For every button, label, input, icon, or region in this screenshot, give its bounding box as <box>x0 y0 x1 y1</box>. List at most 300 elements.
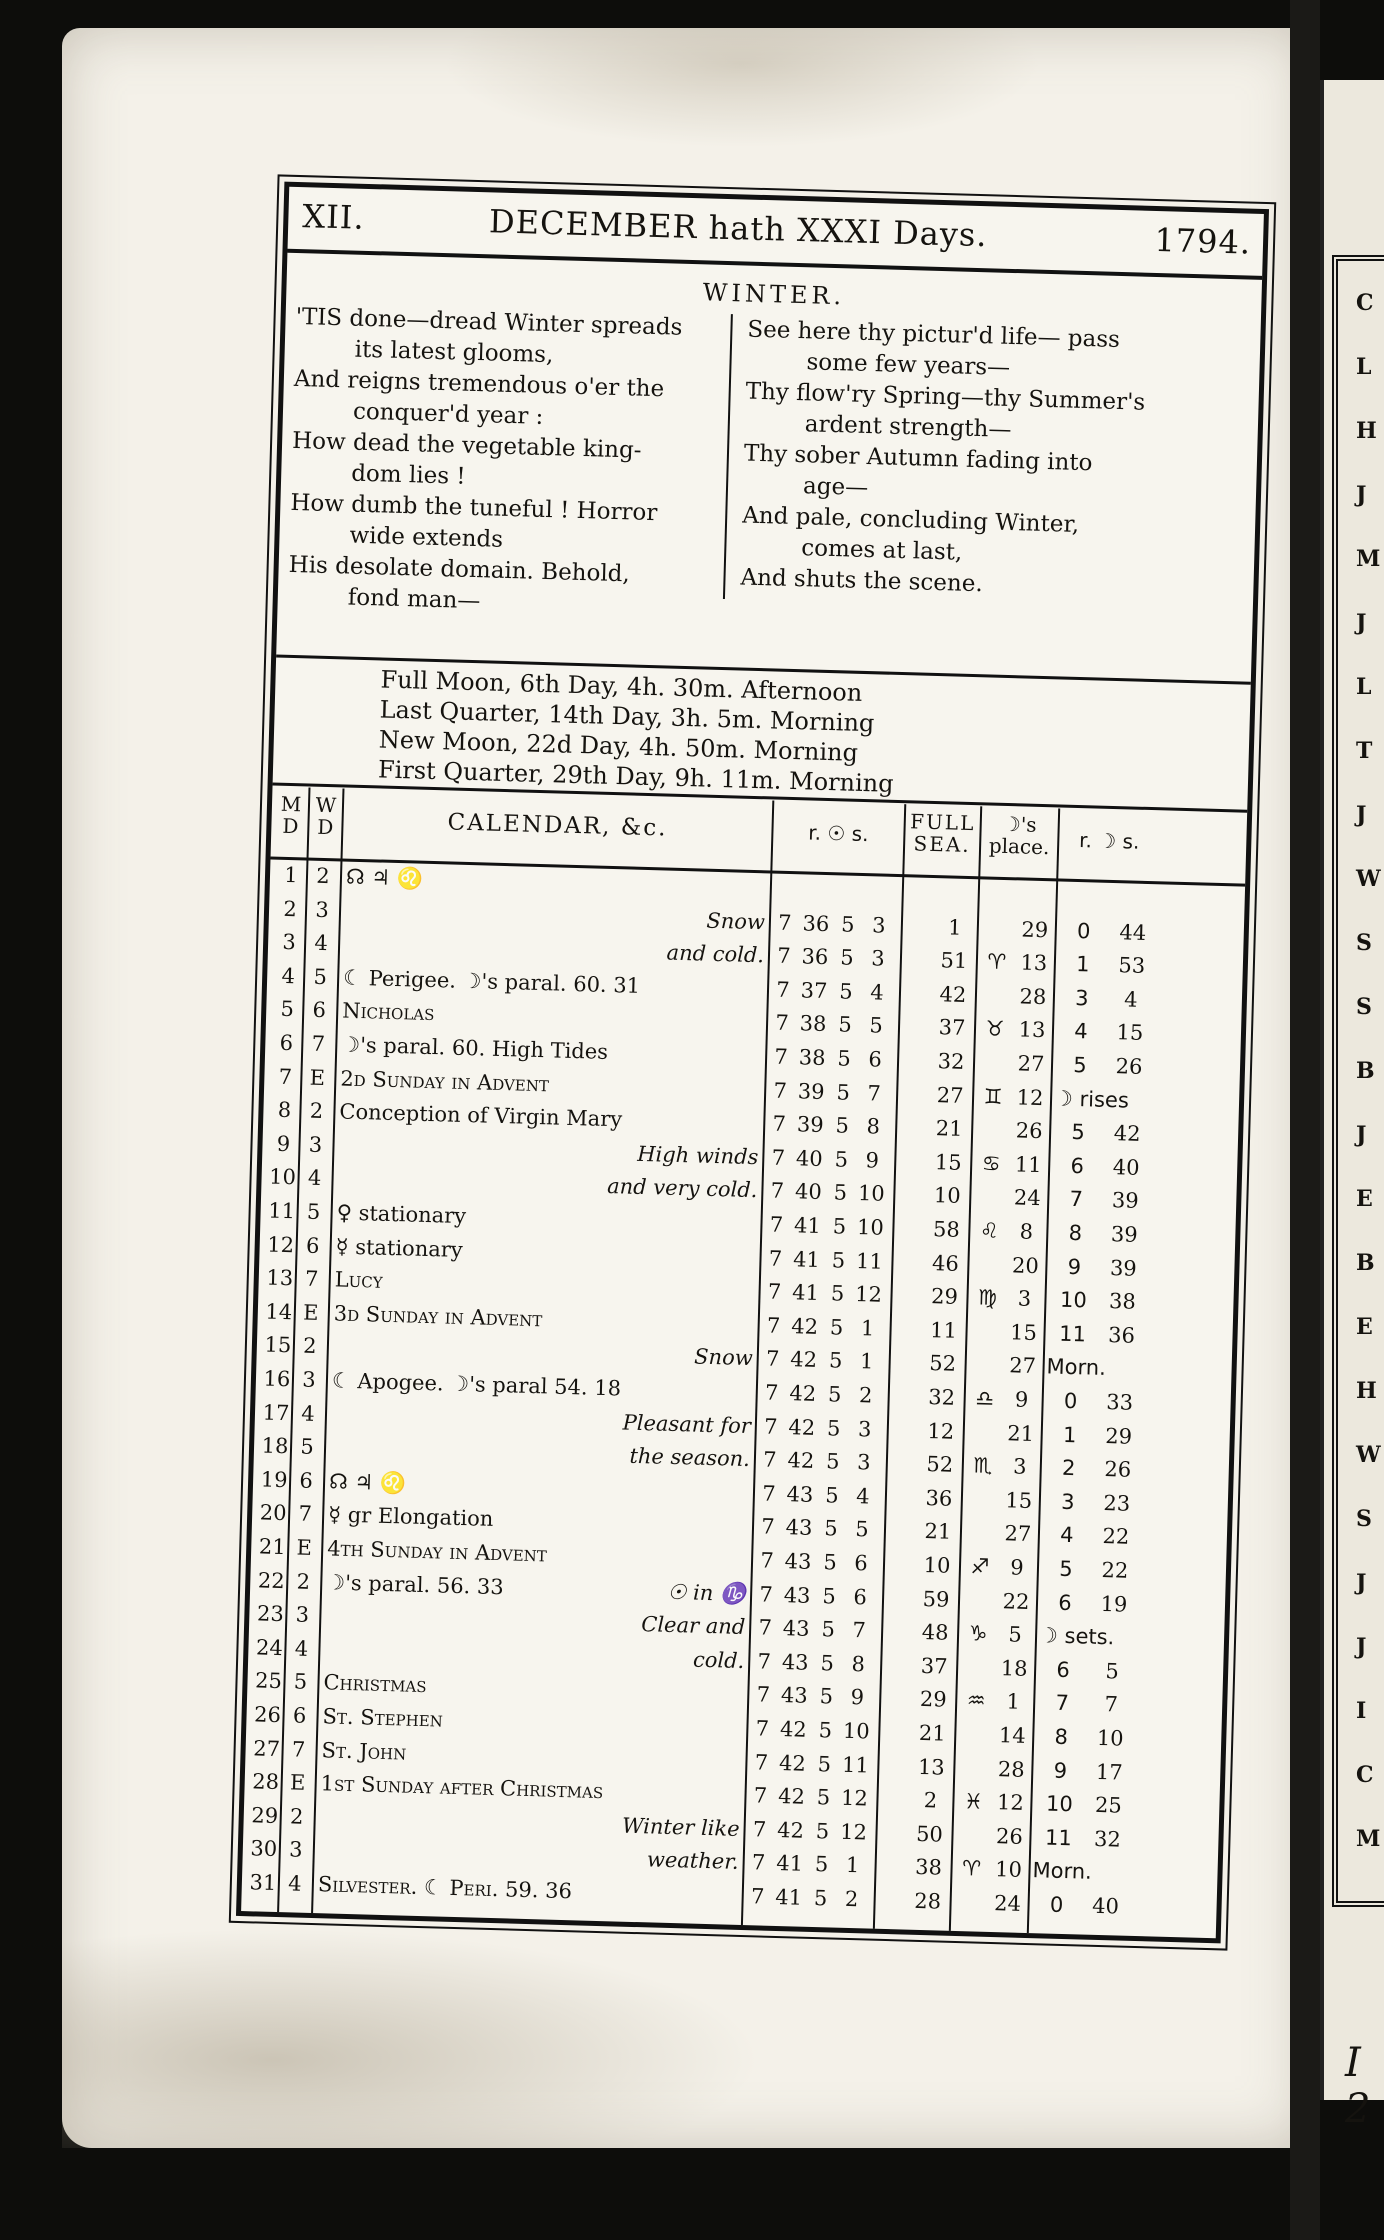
cell-wd: 2 <box>316 863 331 889</box>
cell-mm: 26 <box>1115 1054 1143 1079</box>
cell-rm: 43 <box>780 1683 809 1709</box>
cell-note: the season. <box>629 1443 751 1472</box>
cell-rh: 7 <box>774 1044 789 1069</box>
cell-deg: 28 <box>997 1756 1026 1782</box>
facing-page-letter: J <box>1356 610 1367 636</box>
cell-sm: 1 <box>860 1315 875 1341</box>
cell-seah <box>898 1250 926 1251</box>
cell-cal: ☽'s paral. 60. High Tides <box>341 1032 609 1064</box>
poem-line: Thy flow'ry Spring—thy Summer's <box>745 378 1146 416</box>
cell-seam: 48 <box>921 1620 949 1645</box>
cell-deg: 14 <box>998 1723 1026 1748</box>
header-sun: r. ☉ s. <box>808 820 869 847</box>
cell-sign <box>976 1117 1010 1118</box>
cell-mh: 7 <box>1069 1187 1084 1212</box>
cell-seam: 32 <box>937 1049 965 1074</box>
cell-sh <box>838 878 860 879</box>
cell-seah <box>885 1720 913 1721</box>
cell-md: 31 <box>249 1870 277 1896</box>
cell-sh: 5 <box>815 1818 830 1844</box>
poem-right-column <box>740 315 1178 606</box>
cell-seah <box>896 1317 924 1318</box>
cell-rh: 7 <box>752 1817 767 1842</box>
cell-sign: ♍ <box>977 1285 998 1311</box>
cell-sm: 12 <box>840 1785 869 1811</box>
facing-page-letter: J <box>1356 482 1367 508</box>
month-number: XII. <box>301 197 366 237</box>
poem-line: And shuts the scene. <box>740 564 984 598</box>
cell-sm: 3 <box>870 946 885 971</box>
cell-rm: 42 <box>776 1817 805 1843</box>
cell-seah <box>899 1216 927 1217</box>
cell-md: 5 <box>280 997 295 1022</box>
cell-cal: ☾ Perigee. ☽'s paral. 60. 31 <box>342 965 641 998</box>
cell-sign: ♑ <box>968 1621 988 1646</box>
cell-sign: ♈ <box>987 949 1007 975</box>
cell-rh: 7 <box>764 1380 779 1405</box>
poem-line: How dumb the tuneful ! Horror <box>290 489 658 527</box>
cell-rh: 7 <box>762 1447 777 1473</box>
facing-page-letter: E <box>1356 1314 1373 1340</box>
cell-sm: 12 <box>854 1282 883 1307</box>
cell-mm: 53 <box>1118 953 1146 979</box>
cell-rm: 43 <box>784 1549 812 1574</box>
cell-mh: ☽ rises <box>1053 1086 1130 1113</box>
cell-md: 13 <box>266 1265 294 1291</box>
header-wd: W D <box>315 792 337 840</box>
cell-sm: 6 <box>868 1047 883 1072</box>
cell-note: Clear and <box>640 1612 746 1640</box>
cell-rh: 7 <box>770 1178 785 1204</box>
cell-md: 16 <box>263 1366 291 1392</box>
cell-cal: ☊ ♃ ♌ <box>328 1469 407 1496</box>
cell-mm: 17 <box>1095 1759 1124 1785</box>
cell-sign: ♌ <box>979 1218 1000 1243</box>
cell-wd: 4 <box>301 1401 316 1426</box>
cell-wd: 2 <box>296 1569 311 1594</box>
facing-page-letter: T <box>1356 738 1373 764</box>
calendar-table <box>241 786 1247 1938</box>
cell-wd: 6 <box>299 1468 314 1493</box>
cell-sh: 5 <box>839 979 854 1004</box>
cell-mm: 42 <box>1113 1121 1141 1147</box>
cell-seah <box>886 1686 914 1687</box>
cell-mh: Morn. <box>1032 1858 1093 1885</box>
cell-sign <box>981 916 1015 917</box>
cell-sm <box>862 879 898 880</box>
cell-deg: 1 <box>1006 1689 1021 1715</box>
cell-sh: 5 <box>840 912 855 937</box>
cell-sh: 5 <box>838 1012 853 1038</box>
cell-rm: 36 <box>801 944 829 970</box>
cell-md: 9 <box>276 1131 291 1156</box>
cell-cal: ☽'s paral. 56. 33 <box>325 1569 505 1599</box>
cell-rh: 7 <box>754 1749 769 1775</box>
cell-rm: 37 <box>800 978 828 1003</box>
cell-rm: 40 <box>795 1146 824 1171</box>
cell-sm: 7 <box>852 1618 867 1643</box>
cell-rh: 7 <box>760 1548 775 1573</box>
cell-mh: 10 <box>1045 1791 1074 1817</box>
facing-page-letter: M <box>1356 1826 1381 1852</box>
cell-md: 30 <box>250 1836 278 1862</box>
header-calendar: CALENDAR, &c. <box>447 809 668 842</box>
cell-mh: ☽ sets. <box>1038 1623 1115 1650</box>
cell-seah <box>905 981 933 982</box>
cell-md: 4 <box>281 963 296 988</box>
cell-deg: 9 <box>1009 1555 1025 1580</box>
cell-md: 11 <box>267 1198 296 1224</box>
cell-note: High winds <box>636 1141 759 1169</box>
cell-sh: 5 <box>834 1147 849 1172</box>
cell-mm: 25 <box>1094 1793 1123 1818</box>
cell-mm: 44 <box>1119 919 1147 945</box>
cell-rm: 42 <box>789 1381 817 1406</box>
cell-sh: 5 <box>826 1415 841 1441</box>
cell-sm: 10 <box>856 1214 885 1240</box>
header-full-sea: FULL SEA. <box>909 809 976 858</box>
cell-seam: 15 <box>934 1149 962 1175</box>
cell-mm: 7 <box>1104 1692 1119 1717</box>
cell-sh: 5 <box>820 1650 835 1676</box>
cell-sm: 5 <box>869 1013 884 1039</box>
cell-seam: 21 <box>924 1519 952 1545</box>
cell-md: 3 <box>282 930 297 955</box>
cell-note: Snow <box>693 1344 754 1371</box>
cell-sh: 5 <box>817 1751 832 1777</box>
cell-rm: 43 <box>782 1616 810 1641</box>
cell-seah <box>895 1350 923 1351</box>
cell-rm: 42 <box>790 1313 819 1339</box>
cell-note: ☉ in ♑ <box>667 1579 747 1606</box>
header-moon-place: ☽'s place. <box>988 811 1050 860</box>
cell-cal: 1st Sunday after Christmas <box>320 1771 604 1804</box>
cell-seam: 52 <box>926 1452 954 1477</box>
facing-page-letter: J <box>1356 1570 1367 1596</box>
cell-sign: ♋ <box>981 1151 1002 1176</box>
corner-mark: I 2 <box>1345 2040 1371 2132</box>
poem-line: dom lies ! <box>350 460 466 490</box>
cell-md: 23 <box>256 1601 285 1627</box>
month-title: DECEMBER hath XXXI Days. <box>488 202 989 255</box>
cell-deg: 26 <box>995 1823 1024 1849</box>
cell-seam: 29 <box>930 1284 959 1310</box>
cell-note: Snow <box>706 908 766 934</box>
cell-md: 7 <box>278 1064 293 1089</box>
cell-cal: Christmas <box>323 1670 427 1698</box>
cell-rm: 38 <box>798 1045 826 1071</box>
cell-rm: 41 <box>774 1884 803 1910</box>
cell-sh: 5 <box>821 1617 836 1642</box>
cell-sm: 12 <box>839 1819 868 1845</box>
cell-wd: 3 <box>301 1367 316 1392</box>
facing-page-letter: S <box>1356 994 1372 1020</box>
cell-cal: 3d Sunday in Advent <box>333 1301 543 1332</box>
cell-seam: 1 <box>947 915 962 940</box>
cell-seam <box>938 881 974 882</box>
cell-mm: 15 <box>1116 1020 1144 1046</box>
cell-cal: Conception of Virgin Mary <box>339 1099 623 1132</box>
cell-sm: 7 <box>867 1080 882 1106</box>
cell-deg: 26 <box>1015 1118 1043 1144</box>
water-stain <box>62 1928 762 2148</box>
cell-sign <box>979 983 1013 984</box>
moon-phases <box>378 664 897 798</box>
facing-page-letter: L <box>1356 674 1372 700</box>
cell-mh: 7 <box>1055 1691 1070 1716</box>
cell-mm <box>1101 1356 1141 1357</box>
cell-rm: 42 <box>779 1717 808 1742</box>
cell-deg: 18 <box>1000 1655 1028 1681</box>
cell-deg: 12 <box>996 1790 1025 1816</box>
cell-sh: 5 <box>837 1046 852 1071</box>
cell-rh: 7 <box>769 1212 784 1237</box>
cell-wd: 3 <box>288 1837 303 1863</box>
cell-sh: 5 <box>828 1348 843 1374</box>
poem <box>278 302 1261 619</box>
cell-seah <box>900 1183 928 1184</box>
cell-seam: 27 <box>936 1082 964 1108</box>
cell-seah <box>903 1048 931 1049</box>
cell-seam: 10 <box>933 1183 962 1209</box>
cell-wd: 3 <box>308 1132 323 1157</box>
cell-mh: 2 <box>1061 1455 1076 1481</box>
cell-rh: 7 <box>756 1682 771 1708</box>
cell-sh: 5 <box>818 1718 833 1743</box>
cell-md: 10 <box>268 1164 297 1190</box>
cell-md: 20 <box>259 1500 287 1526</box>
cell-seah <box>901 1149 929 1150</box>
cell-wd: E <box>309 1065 326 1090</box>
cell-sign <box>962 1588 996 1589</box>
cell-deg: 29 <box>1021 917 1049 942</box>
cell-sm: 9 <box>865 1147 880 1173</box>
facing-page-letter: C <box>1356 290 1374 316</box>
cell-seah <box>893 1418 921 1419</box>
cell-md: 22 <box>257 1567 286 1593</box>
cell-mh: 1 <box>1075 952 1090 977</box>
poem-line: wide extends <box>349 522 504 553</box>
cell-deg: 12 <box>1016 1084 1044 1110</box>
year: 1794. <box>1153 220 1252 262</box>
cell-deg: 11 <box>1014 1152 1042 1177</box>
cell-sh: 5 <box>830 1281 845 1306</box>
cell-seam: 21 <box>918 1720 947 1746</box>
poem-line: How dead the vegetable king- <box>291 427 642 464</box>
facing-page-letter: E <box>1356 1186 1373 1212</box>
cell-seam: 59 <box>922 1586 950 1612</box>
cell-sm: 2 <box>844 1886 859 1912</box>
cell-sm: 1 <box>845 1853 860 1878</box>
cell-seah <box>887 1653 915 1654</box>
cell-md: 17 <box>262 1400 290 1425</box>
cell-deg: 15 <box>1005 1488 1033 1513</box>
facing-page-letter: H <box>1356 418 1377 444</box>
facing-page-letter: I <box>1356 1698 1367 1724</box>
poem-line: conquer'd year : <box>352 398 544 430</box>
cell-mm: 40 <box>1091 1893 1120 1919</box>
cell-seam: 58 <box>932 1217 961 1242</box>
cell-mh: 4 <box>1059 1523 1074 1548</box>
cell-seah <box>888 1586 916 1587</box>
cell-deg: 27 <box>1008 1353 1037 1379</box>
cell-rm: 43 <box>781 1649 809 1675</box>
facing-page-letter: J <box>1356 1634 1367 1660</box>
cell-sh: 5 <box>816 1785 831 1810</box>
cell-deg: 28 <box>1019 984 1047 1009</box>
cell-sign <box>956 1823 990 1824</box>
cell-rh: 7 <box>757 1649 772 1674</box>
cell-mm: 38 <box>1108 1289 1137 1314</box>
cell-md: 2 <box>283 896 298 921</box>
cell-cal: ☿ gr Elongation <box>327 1502 494 1532</box>
cell-mh: 10 <box>1059 1287 1088 1313</box>
cell-seam: 50 <box>915 1821 944 1847</box>
cell-mm: 32 <box>1093 1826 1122 1852</box>
cell-mm: 10 <box>1096 1725 1124 1751</box>
cell-rh: 7 <box>761 1481 776 1506</box>
cell-rh: 7 <box>768 1246 783 1271</box>
cell-note: and cold. <box>666 940 765 968</box>
cell-note: weather. <box>646 1847 739 1875</box>
cell-sm: 3 <box>871 912 886 938</box>
cell-deg: 24 <box>993 1891 1022 1916</box>
cell-deg: 9 <box>1014 1387 1029 1412</box>
cell-sign <box>965 1487 999 1488</box>
cell-seam: 38 <box>914 1855 943 1880</box>
facing-page-letter: J <box>1356 802 1367 828</box>
poem-line: age— <box>802 473 869 501</box>
cell-rm: 39 <box>797 1078 825 1104</box>
cell-seah <box>894 1384 922 1385</box>
cell-wd: 7 <box>291 1737 306 1762</box>
cell-wd: 4 <box>314 930 329 956</box>
cell-mh: 8 <box>1068 1220 1083 1246</box>
cell-seam: 37 <box>920 1653 948 1679</box>
cell-wd: 3 <box>315 897 330 922</box>
cell-sh: 5 <box>827 1382 842 1407</box>
cell-deg: 13 <box>1018 1017 1046 1043</box>
cell-rm: 43 <box>783 1582 811 1608</box>
cell-wd: 7 <box>304 1266 319 1292</box>
cell-sm: 4 <box>855 1483 870 1509</box>
cell-wd: 6 <box>305 1233 320 1258</box>
cell-mm: 39 <box>1110 1222 1139 1247</box>
cell-rh <box>775 877 797 878</box>
cell-seah <box>888 1619 916 1620</box>
cell-sign <box>959 1722 993 1723</box>
poem-line: See here thy pictur'd life— pass <box>747 316 1121 353</box>
cell-mh: Morn. <box>1046 1354 1107 1381</box>
cell-sh: 5 <box>819 1684 834 1709</box>
cell-sh: 5 <box>814 1852 829 1877</box>
cell-rh: 7 <box>776 977 791 1002</box>
cell-seah <box>882 1821 910 1822</box>
cell-sh: 5 <box>823 1516 839 1541</box>
cell-mm: 5 <box>1105 1658 1120 1684</box>
cell-sm: 4 <box>869 980 885 1005</box>
cell-mh: 6 <box>1056 1657 1071 1682</box>
cell-deg: 20 <box>1011 1252 1040 1278</box>
cell-sm: 10 <box>842 1718 871 1744</box>
cell-wd: E <box>289 1770 306 1795</box>
cell-deg: 10 <box>994 1857 1023 1883</box>
cell-seam: 28 <box>913 1888 942 1914</box>
cell-rh: 7 <box>767 1279 782 1305</box>
cell-md: 12 <box>267 1232 295 1257</box>
cell-md: 6 <box>279 1030 294 1056</box>
cell-sign <box>977 1050 1011 1051</box>
cell-deg: 3 <box>1012 1454 1027 1479</box>
cell-rh: 7 <box>753 1783 768 1808</box>
cell-rm: 41 <box>775 1851 804 1877</box>
moon-phase: First Quarter, 29th Day, 9h. 11m. Morning <box>377 755 894 798</box>
poem-line: His desolate domain. Behold, <box>288 551 631 588</box>
calendar-frame <box>236 182 1269 1944</box>
cell-seah <box>880 1888 908 1889</box>
cell-sign <box>969 1353 1003 1354</box>
cell-mm: 23 <box>1103 1490 1131 1516</box>
poem-line: ardent strength— <box>804 411 1012 443</box>
cell-mh <box>1060 885 1110 886</box>
cell-mh: 3 <box>1060 1489 1075 1514</box>
facing-page <box>1320 80 1384 2100</box>
cell-seah <box>908 880 936 881</box>
cell-md: 25 <box>254 1668 283 1694</box>
cell-seam: 32 <box>928 1385 956 1410</box>
cell-cal: ☊ ♃ ♌ <box>345 864 424 891</box>
cell-mh: 6 <box>1070 1153 1085 1179</box>
cell-wd: E <box>296 1535 313 1560</box>
poem-line: And pale, concluding Winter, <box>741 502 1080 538</box>
cell-rm: 39 <box>796 1112 824 1138</box>
facing-page-letter: S <box>1356 930 1372 956</box>
cell-cal: ♀ stationary <box>336 1200 467 1229</box>
cell-sh: 5 <box>822 1583 837 1609</box>
cell-mm <box>1087 1860 1127 1861</box>
cell-sm: 11 <box>855 1248 884 1274</box>
water-stain <box>442 28 1042 148</box>
cell-mm <box>1114 886 1154 887</box>
cell-sign: ♓ <box>963 1789 984 1814</box>
cell-wd: 7 <box>311 1031 326 1057</box>
cell-rm: 41 <box>793 1213 822 1238</box>
cell-wd: 4 <box>294 1636 309 1661</box>
cell-rh: 7 <box>751 1850 766 1876</box>
cell-sm: 11 <box>841 1752 870 1778</box>
cell-sign: ♎ <box>974 1386 995 1411</box>
cell-sign: ♏ <box>973 1453 993 1479</box>
facing-page-letter: L <box>1356 354 1372 380</box>
facing-page-letter: M <box>1356 546 1381 572</box>
facing-page-letter: B <box>1356 1250 1375 1276</box>
facing-page-letter: H <box>1356 1378 1377 1404</box>
cell-md: 24 <box>255 1635 284 1660</box>
cell-seam: 42 <box>939 981 967 1007</box>
cell-mh: 0 <box>1076 918 1091 943</box>
cell-mh: 5 <box>1071 1120 1086 1145</box>
cell-wd: 5 <box>306 1199 321 1224</box>
cell-seah <box>907 914 935 915</box>
facing-page-letter: W <box>1356 866 1381 892</box>
cell-rh: 7 <box>761 1514 776 1540</box>
cell-sm: 6 <box>853 1584 868 1609</box>
cell-sm: 3 <box>857 1416 872 1442</box>
cell-wd: 5 <box>313 964 328 989</box>
cell-sign <box>967 1420 1001 1421</box>
cell-seam: 11 <box>929 1317 958 1343</box>
cell-rh: 7 <box>758 1615 773 1640</box>
